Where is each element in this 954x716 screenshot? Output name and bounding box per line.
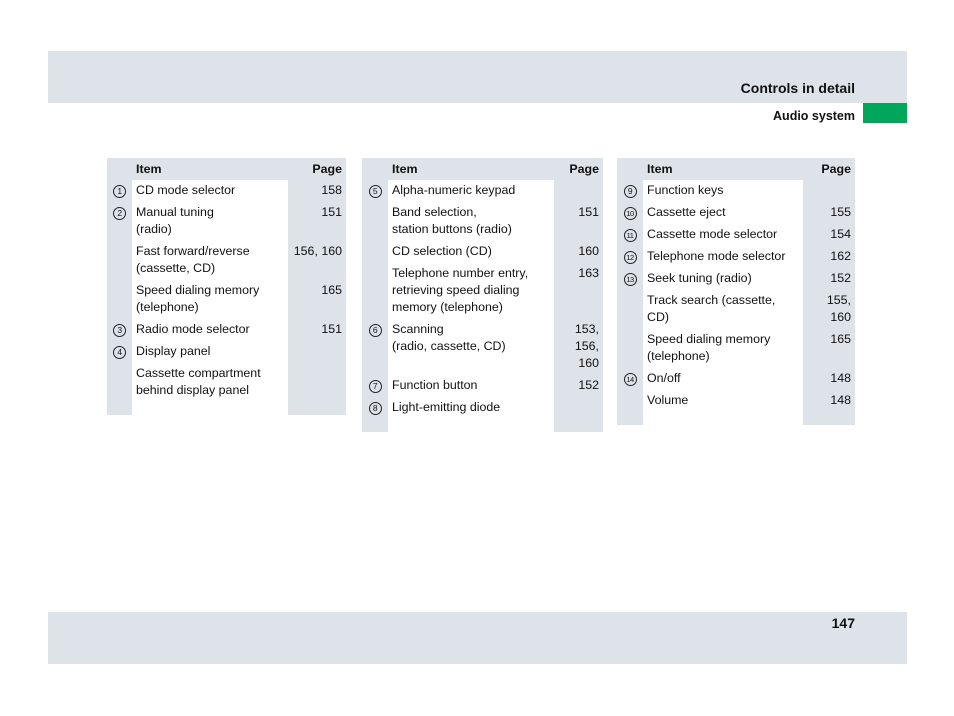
column-header-item: Item — [388, 158, 554, 180]
table-row — [362, 241, 603, 263]
item-page-ref: 152 — [554, 375, 603, 397]
item-description: Seek tuning (radio) — [643, 268, 803, 290]
tail-cell — [362, 419, 388, 432]
item-description: CD selection (CD) — [388, 241, 554, 263]
item-page-ref: 153, 156, 160 — [554, 319, 603, 375]
table-row — [107, 319, 346, 341]
tail-cell — [288, 402, 346, 415]
item-description: Function button — [388, 375, 554, 397]
item-page-ref — [803, 180, 855, 202]
item-page-ref: 165 — [803, 329, 855, 368]
tail-cell — [388, 419, 554, 432]
table-row — [107, 341, 346, 363]
item-number — [362, 241, 388, 263]
item-number — [617, 246, 643, 268]
table-tail — [617, 412, 855, 425]
item-number — [362, 202, 388, 241]
item-number-badge: 3 — [113, 324, 126, 337]
item-page-ref: 148 — [803, 390, 855, 412]
item-page-ref: 162 — [803, 246, 855, 268]
item-number-badge: 6 — [369, 324, 382, 337]
table-tail — [362, 419, 603, 432]
item-page-ref: 148 — [803, 368, 855, 390]
item-page-ref: 165 — [288, 280, 346, 319]
table-row — [362, 375, 603, 397]
item-number — [107, 241, 132, 280]
controls-table-1 — [107, 158, 346, 415]
item-description: Light-emitting diode — [388, 397, 554, 419]
item-page-ref: 163 — [554, 263, 603, 319]
controls-table-2 — [362, 158, 603, 432]
item-description: Cassette eject — [643, 202, 803, 224]
item-number — [617, 224, 643, 246]
item-description: Manual tuning (radio) — [132, 202, 288, 241]
section-title: Controls in detail — [740, 80, 855, 96]
column-header-page: Page — [554, 158, 603, 180]
item-page-ref: 151 — [288, 202, 346, 241]
table-row — [107, 180, 346, 202]
table-row — [617, 224, 855, 246]
column-header-item: Item — [132, 158, 288, 180]
item-description: Cassette compartment behind display panel — [132, 363, 288, 402]
table-row — [107, 363, 346, 402]
item-number — [617, 202, 643, 224]
column-header-page: Page — [803, 158, 855, 180]
table-row — [107, 241, 346, 280]
column-header-item: Item — [643, 158, 803, 180]
column-header-page: Page — [288, 158, 346, 180]
table-tail — [107, 402, 346, 415]
item-number — [362, 397, 388, 419]
item-number — [617, 180, 643, 202]
table-row — [107, 202, 346, 241]
item-page-ref: 151 — [288, 319, 346, 341]
item-number — [362, 375, 388, 397]
table-row — [617, 290, 855, 329]
item-description: On/off — [643, 368, 803, 390]
tail-cell — [643, 412, 803, 425]
item-page-ref: 155, 160 — [803, 290, 855, 329]
item-description: Alpha-numeric keypad — [388, 180, 554, 202]
item-description: Cassette mode selector — [643, 224, 803, 246]
tail-cell — [132, 402, 288, 415]
item-page-ref: 152 — [803, 268, 855, 290]
table-row — [107, 280, 346, 319]
item-number — [107, 280, 132, 319]
header-number-cell — [617, 158, 643, 180]
item-description: Speed dialing memory (telephone) — [132, 280, 288, 319]
header-number-cell — [107, 158, 132, 180]
page-number: 147 — [831, 615, 855, 631]
table-row — [617, 246, 855, 268]
item-page-ref: 160 — [554, 241, 603, 263]
item-number-badge: 4 — [113, 346, 126, 359]
item-number-badge: 1 — [113, 185, 126, 198]
item-number — [107, 363, 132, 402]
table-row — [617, 368, 855, 390]
tail-cell — [554, 419, 603, 432]
item-number — [107, 319, 132, 341]
item-number — [362, 263, 388, 319]
item-number-badge: 8 — [369, 402, 382, 415]
item-number — [107, 202, 132, 241]
tail-cell — [107, 402, 132, 415]
table-row — [362, 202, 603, 241]
table-row — [362, 180, 603, 202]
table-row — [362, 319, 603, 375]
item-description: Scanning (radio, cassette, CD) — [388, 319, 554, 375]
item-number — [362, 180, 388, 202]
section-tab-marker — [863, 103, 907, 123]
item-page-ref: 154 — [803, 224, 855, 246]
controls-table-3 — [617, 158, 855, 425]
item-description: Band selection, station buttons (radio) — [388, 202, 554, 241]
item-page-ref — [554, 397, 603, 419]
table-row — [617, 390, 855, 412]
tail-cell — [803, 412, 855, 425]
table-row — [362, 263, 603, 319]
item-description: Fast forward/reverse (cassette, CD) — [132, 241, 288, 280]
item-description: Volume — [643, 390, 803, 412]
item-number-badge: 10 — [624, 207, 637, 220]
item-number — [617, 268, 643, 290]
item-description: Display panel — [132, 341, 288, 363]
item-number — [617, 329, 643, 368]
footer-band — [48, 612, 907, 664]
item-number-badge: 11 — [624, 229, 637, 242]
item-number-badge: 14 — [624, 373, 637, 386]
item-number-badge: 7 — [369, 380, 382, 393]
item-number-badge: 12 — [624, 251, 637, 264]
item-number — [107, 180, 132, 202]
item-description: Radio mode selector — [132, 319, 288, 341]
header-number-cell — [362, 158, 388, 180]
item-number — [617, 368, 643, 390]
item-description: Telephone mode selector — [643, 246, 803, 268]
item-number — [362, 319, 388, 375]
table-row — [362, 397, 603, 419]
item-page-ref: 158 — [288, 180, 346, 202]
item-page-ref: 156, 160 — [288, 241, 346, 280]
item-page-ref — [554, 180, 603, 202]
table-row — [617, 180, 855, 202]
item-number-badge: 9 — [624, 185, 637, 198]
tail-cell — [617, 412, 643, 425]
table-row — [617, 202, 855, 224]
item-description: Speed dialing memory (telephone) — [643, 329, 803, 368]
section-subtitle: Audio system — [773, 109, 855, 123]
item-page-ref — [288, 363, 346, 402]
item-number — [617, 390, 643, 412]
item-number-badge: 2 — [113, 207, 126, 220]
table-row — [617, 268, 855, 290]
item-page-ref — [288, 341, 346, 363]
item-number — [107, 341, 132, 363]
item-description: Telephone number entry, retrieving speed dialing memory (telephone) — [388, 263, 554, 319]
item-page-ref: 151 — [554, 202, 603, 241]
item-description: Function keys — [643, 180, 803, 202]
item-description: CD mode selector — [132, 180, 288, 202]
table-row — [617, 329, 855, 368]
item-description: Track search (cassette, CD) — [643, 290, 803, 329]
item-page-ref: 155 — [803, 202, 855, 224]
item-number-badge: 13 — [624, 273, 637, 286]
item-number — [617, 290, 643, 329]
item-number-badge: 5 — [369, 185, 382, 198]
